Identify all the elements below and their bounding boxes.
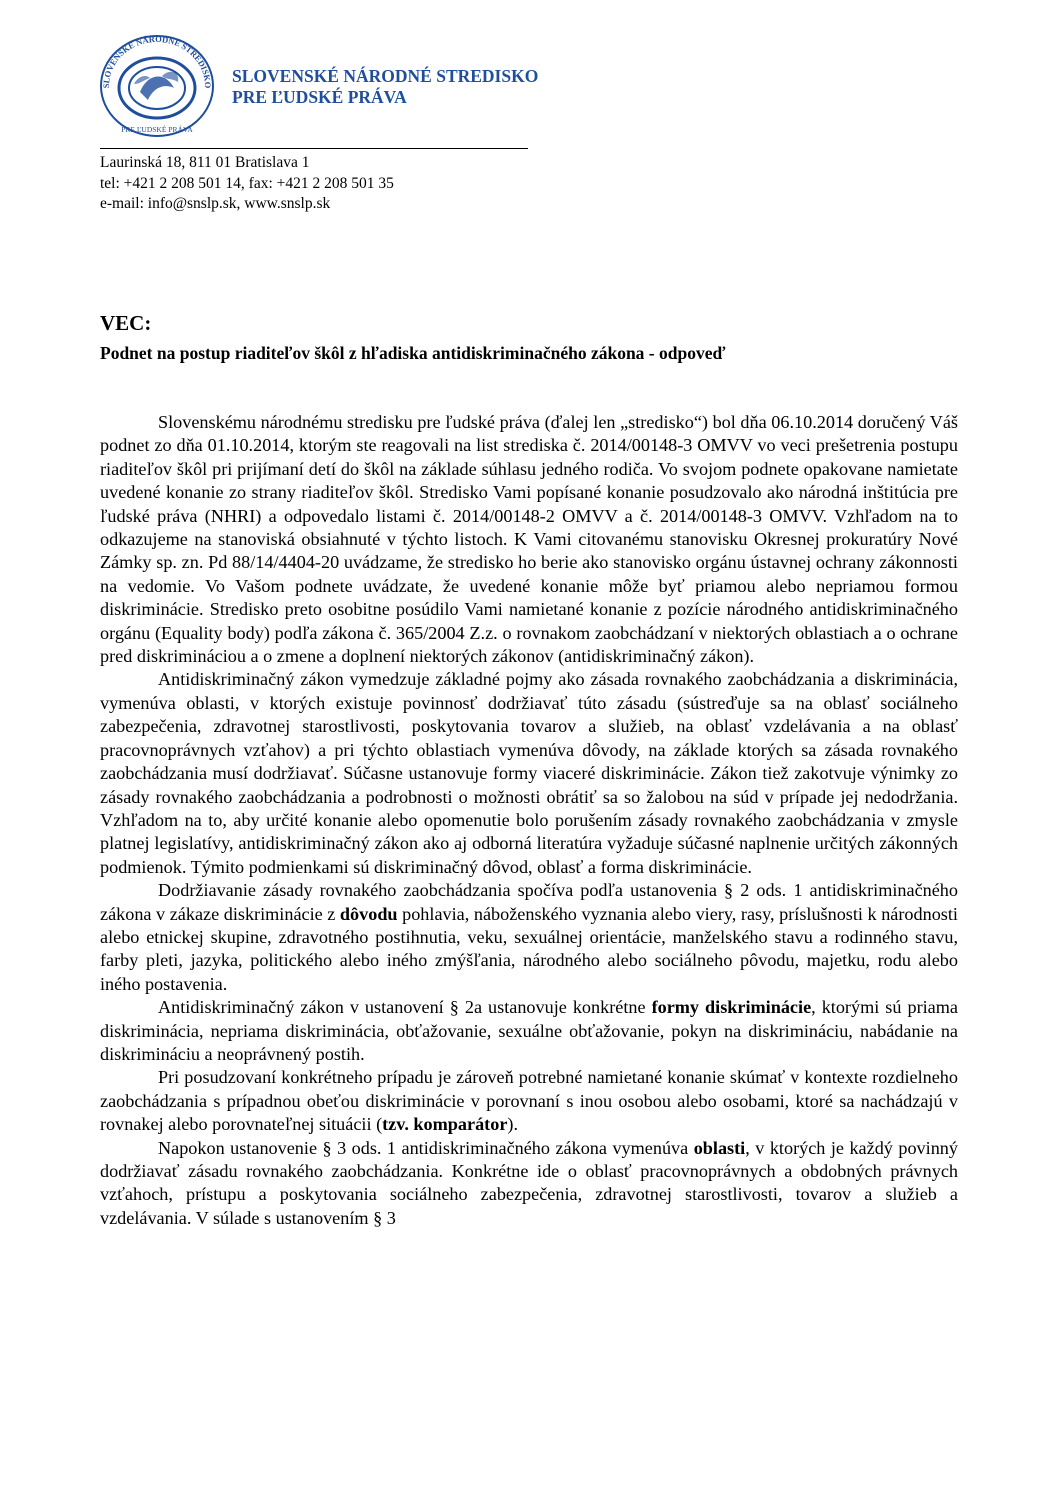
- paragraph-3: [100, 879, 958, 996]
- phone-fax-line: tel: +421 2 208 501 14, fax: +421 2 208 501 35: [100, 174, 394, 192]
- paragraph-4-text-a: Antidiskriminačný zákon v ustanovení § 2a ustanovuje konkrétne: [158, 997, 652, 1018]
- organization-logo: [92, 28, 222, 146]
- logo-ring-text: SLOVENSKÉ NÁRODNÉ STREDISKO: [100, 33, 214, 89]
- subject-title: Podnet na postup riaditeľov škôl z hľadiska antidiskriminačného zákona - odpoveď: [100, 343, 726, 363]
- paragraph-6-emphasis: oblasti: [693, 1137, 746, 1158]
- paragraph-5-text-a: Pri posudzovaní konkrétneho prípadu je zároveň potrebné namietané konanie skúmať v kontexte rozdielneho zaobchádzania s prípadnou obeťou diskriminácie v porovnaní s inou osobou alebo osobami, ktoré sa nachádzajú v rovnakej alebo porovnateľnej situácii (: [100, 1067, 958, 1135]
- address-line: Laurinská 18, 811 01 Bratislava 1: [100, 154, 310, 171]
- paragraph-4: [100, 996, 958, 1066]
- paragraph-6: [100, 1137, 958, 1231]
- logo-bottom-text: PRE ĽUDSKÉ PRÁVA: [121, 125, 193, 134]
- paragraph-6-text-c: , v ktorých je každý povinný dodržiavať zásadu rovnakého zaobchádzania. Konkrétne ide o oblasť pracovnoprávnych a obdobných právnych vzťahoch, prístupu a poskytovania sociálneho zabezpečenia, zdravotnej starostlivosti, tovarov a služieb a vzdelávania. V súlade s ustanovením § 3: [100, 1137, 958, 1228]
- paragraph-6-text-a: Napokon ustanovenie § 3 ods. 1 antidiskriminačného zákona vymenúva: [158, 1137, 694, 1158]
- letter-body: [100, 411, 958, 1230]
- letterhead-divider: [100, 148, 528, 149]
- organization-name-line-1: SLOVENSKÉ NÁRODNÉ STREDISKO: [232, 66, 539, 86]
- contact-block: [100, 153, 394, 215]
- paragraph-3-text-c: pohlavia, náboženského vyznania alebo viery, rasy, príslušnosti k národnosti alebo etnickej skupine, zdravotného postihnutia, veku, sexuálnej orientácie, manželského stavu a rodinného stavu, farby pleti, jazyka, politického alebo iného zmýšľania, národného alebo sociálneho pôvodu, majetku, rodu alebo iného postavenia.: [100, 903, 958, 994]
- paragraph-5: [100, 1066, 958, 1136]
- organization-name-line-2: PRE ĽUDSKÉ PRÁVA: [232, 87, 407, 107]
- paragraph-4-text-c: , ktorými sú priama diskriminácia, nepriama diskriminácia, obťažovanie, sexuálne obťažovanie, pokyn na diskrimináciu, nabádanie na diskrimináciu a neoprávnený postih.: [100, 997, 958, 1064]
- paragraph-3-emphasis: dôvodu: [339, 903, 398, 924]
- subject-label: VEC:: [100, 311, 152, 335]
- paragraph-5-text-c: ).: [507, 1114, 519, 1135]
- paragraph-3-text-a: Dodržiavanie zásady rovnakého zaobchádzania spočíva podľa ustanovenia § 2 ods. 1 antidiskriminačného zákona v zákaze diskriminácie z: [100, 880, 958, 924]
- email-web-line: e-mail: info@snslp.sk, www.snslp.sk: [100, 195, 331, 212]
- organization-name: [232, 66, 538, 108]
- paragraph-5-emphasis: tzv. komparátor: [382, 1114, 508, 1135]
- paragraph-1: Slovenskému národnému stredisku pre ľudské práva (ďalej len „stredisko“) bol dňa 06.10.2014 doručený Váš podnet zo dňa 01.10.2014, ktorým ste reagovali na list strediska č. 2014/00148-3 OMVV vo veci prešetrenia postupu riaditeľov škôl pri prijímaní detí do škôl na základe súhlasu jedného rodiča. Vo svojom podnete opakovane namietate uvedené konanie zo strany riaditeľov škôl. Stredisko Vami popísané konanie posudzovalo ako národná inštitúcia pre ľudské práva (NHRI) a odpovedalo listami č. 2014/00148-2 OMVV a č. 2014/00148-3 OMVV. Vzhľadom na to odkazujeme na stanoviská obsiahnuté v týchto listoch. K Vami citovanému stanovisku Okresnej prokuratúry Nové Zámky sp. zn. Pd 88/14/4404-20 uvádzame, že stredisko ho berie ako stanovisko orgánu ústavnej ochrany zákonnosti na vedomie. Vo Vašom podnete uvádzate, že uvedené konanie môže byť priamou alebo nepriamou formou diskriminácie. Stredisko preto osobitne posúdilo Vami namietané konanie z pozície národného antidiskriminačného orgánu (Equality body) podľa zákona č. 365/2004 Z.z. o rovnakom zaobchádzaní v niektorých oblastiach a o ochrane pred diskrimináciou a o zmene a doplnení niektorých zákonov (antidiskriminačný zákon).: [100, 412, 958, 667]
- paragraph-2: Antidiskriminačný zákon vymedzuje základné pojmy ako zásada rovnakého zaobchádzania a diskriminácia, vymenúva oblasti, v ktorých existuje povinnosť dodržiavať túto zásadu (sústreďuje sa na oblasť sociálneho zabezpečenia, zdravotnej starostlivosti, poskytovania tovarov a služieb, na oblasť vzdelávania a na oblasť pracovnoprávnych vzťahov) a pri týchto oblastiach vymenúva dôvody, na základe ktorých sa zásada rovnakého zaobchádzania musí dodržiavať. Súčasne ustanovuje formy viaceré diskriminácie. Zákon tiež zakotvuje výnimky zo zásady rovnakého zaobchádzania a podrobnosti o možnosti obrátiť sa so žalobou na súd v prípade jej nedodržania. Vzhľadom na to, aby určité konanie alebo opomenutie bolo porušením zásady rovnakého zaobchádzania v zmysle platnej legislatívy, antidiskriminačný zákon ako aj odborná literatúra vyžaduje súčasné naplnenie určitých zákonných podmienok. Týmito podmienkami sú diskriminačný dôvod, oblasť a forma diskriminácie.: [100, 669, 958, 877]
- paragraph-4-emphasis: formy diskriminácie: [651, 997, 812, 1018]
